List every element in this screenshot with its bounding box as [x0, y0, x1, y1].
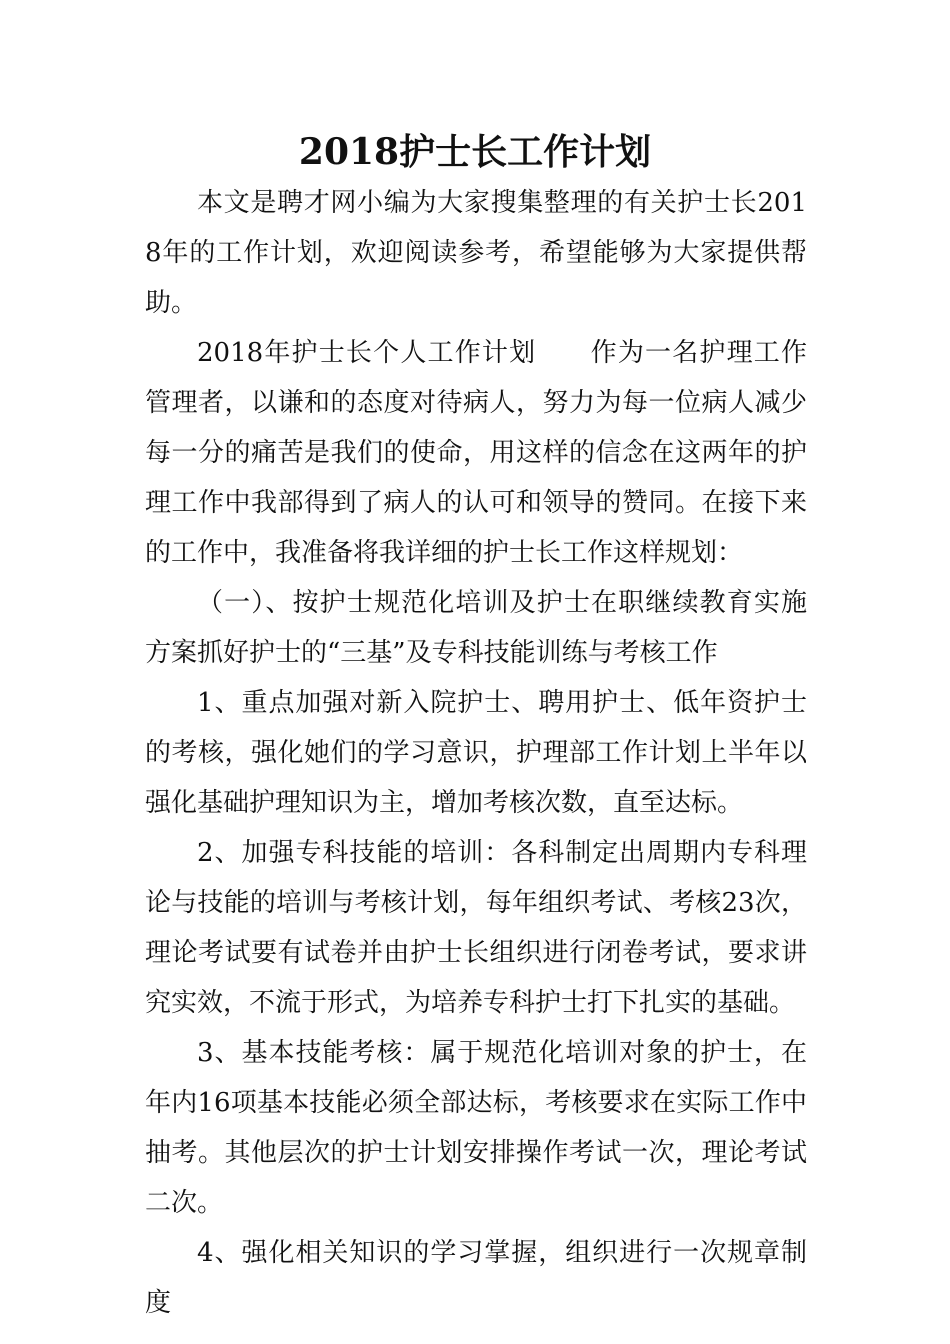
document-title: 2018护士长工作计划 [298, 131, 652, 173]
plan-overview-paragraph: 2018年护士长个人工作计划 作为一名护理工作管理者，以谦和的态度对待病人，努力为每一位病人减少每一分的痛苦是我们的使命，用这样的信念在这两年的护理工作中我部得到了病人的认可和领导的赞同。在接下来的工作中，我准备将我详细的护士长工作这样规划： [145, 338, 807, 568]
item-1-paragraph: 1、重点加强对新入院护士、聘用护士、低年资护士的考核，强化她们的学习意识，护理部工作计划上半年以强化基础护理知识为主，增加考核次数，直至达标。 [145, 688, 807, 818]
item-4-paragraph: 4、强化相关知识的学习掌握，组织进行一次规章制度 [145, 1238, 807, 1318]
document-body [145, 178, 807, 1328]
intro-paragraph: 本文是聘才网小编为大家搜集整理的有关护士长2018年的工作计划，欢迎阅读参考，希望能够为大家提供帮助。 [145, 188, 807, 318]
item-2-paragraph: 2、加强专科技能的培训：各科制定出周期内专科理论与技能的培训与考核计划，每年组织考试、考核23次，理论考试要有试卷并由护士长组织进行闭卷考试，要求讲究实效，不流于形式，为培养专科护士打下扎实的基础。 [145, 838, 807, 1018]
item-3-paragraph: 3、基本技能考核：属于规范化培训对象的护士，在年内16项基本技能必须全部达标，考核要求在实际工作中抽考。其他层次的护士计划安排操作考试一次，理论考试二次。 [145, 1038, 807, 1218]
section-heading-paragraph: （一）、按护士规范化培训及护士在职继续教育实施方案抓好护士的“三基”及专科技能训练与考核工作 [145, 588, 807, 668]
